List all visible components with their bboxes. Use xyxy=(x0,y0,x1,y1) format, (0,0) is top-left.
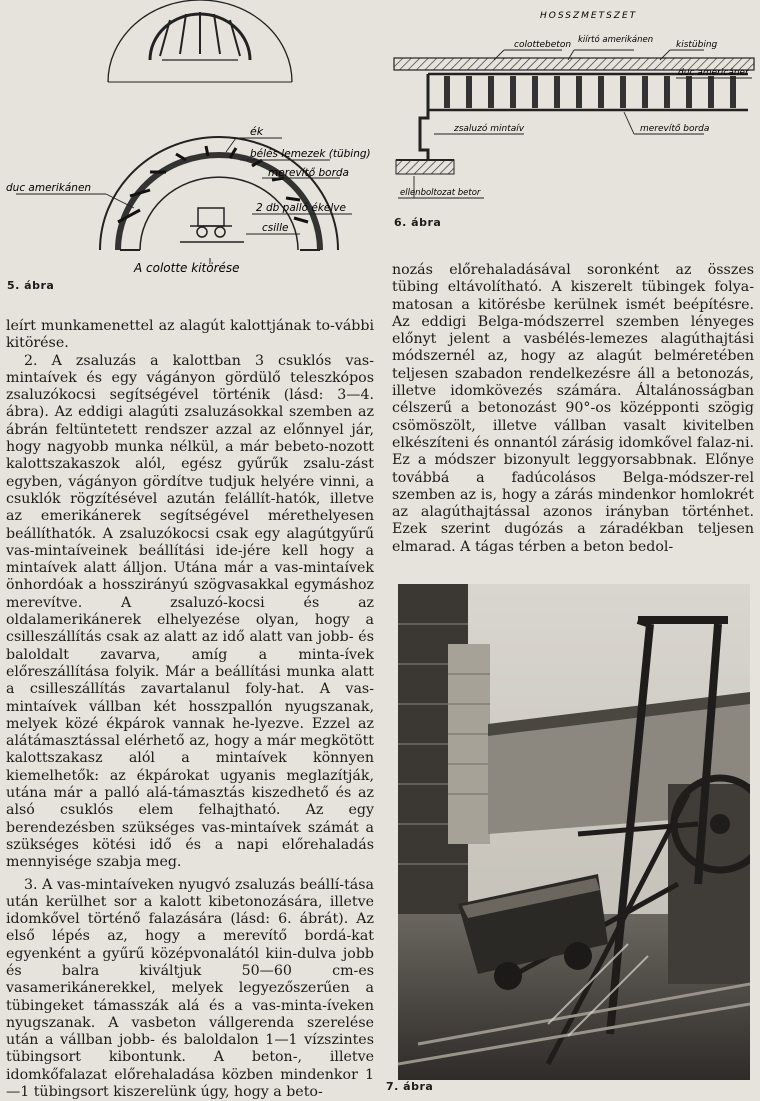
paragraph-3: 3. A vas-mintaíveken nyugvó zsaluzás beállí-tása után kerülhet sor a kalott kibetonozására, illetve idomkővel történő falazására (lásd: 6. ábrát). Az első lépés az, hogy a merevítő bordá-kat egyenként a gyűrű középvonalától kiin-dulva jobb és balra kiváltjuk 50—60 cm-es vasamerikánerekkel, melyek legyezőszerűen a tübingeket támasszák alá és a vas-minta-íveken nyugszanak. A vasbeton vállgerenda szerelése után a vállban jobb- és baloldalon 1—1 vízszintes tübingsort kibontunk. A beton-, illetve idomkőfalazat előrehaladása közben mindenkor 1—1 tübingsort kiszerelünk úgy, hogy a beto- xyxy=(6,877,374,1101)
label-merevito-borda: merevítő borda xyxy=(268,167,349,179)
label-merevito-borda-6: merevítő borda xyxy=(640,124,709,134)
figure-5-caption: 5. ábra xyxy=(7,279,54,292)
label-zsaluzo-mintaiv: zsaluzó mintaív xyxy=(453,123,525,134)
paragraph-4: nozás előrehaladásával soronként az összes tübing eltávolítható. A kiszerelt tübingek folya-matosan a kitörésbe kerülnek ismét beépítésre. Az eddigi Belga-módszerrel szemben lényeges előnyt jelent a vasbélés-lemezes alagúthajtási módszernél az, hogy az alagút belméretében teljesen szabadon rendelkezésre áll a betonozás, illetve idomkövezés számára. Általánosságban célszerű a betonozást 90°-os középponti szögig csömöszölt, illetve vállban vasalt kivitelben elkészíteni és onnantól zárásig idomkővel falaz-ni. Ez a módszer bizonyult leggyorsabbnak. Előnye továbbá a fadúcolásos Belga-módszer-rel szemben az is, hogy a zárás mindenkor homlokrét az alagúthajtással azonos irányban történhet. Ezek szerint dugózás a záradékban teljesen elmarad. A tágas térben a beton bedol- xyxy=(392,262,754,556)
figure-5-drawing xyxy=(0,0,380,280)
figure-5-title: A colotte kitörése xyxy=(133,261,240,275)
label-pallo-ekelve: 2 db palló ékelve xyxy=(256,202,346,214)
label-colottebeton: colottebeton xyxy=(514,40,571,50)
label-ellenboltozat: ellenboltozat betor xyxy=(400,188,481,198)
label-duc-americaner: duc americáner xyxy=(678,68,750,78)
figure-6-caption: 6. ábra xyxy=(394,216,441,229)
figure-7-caption: 7. ábra xyxy=(386,1080,433,1093)
top-arch-sketch xyxy=(108,0,292,82)
figure-6-drawing xyxy=(384,0,760,220)
label-csille: csille xyxy=(262,222,288,234)
label-ek: ék xyxy=(250,125,264,138)
right-column xyxy=(392,262,754,556)
label-beles-lemezek: bélés lemezek (tübing) xyxy=(250,148,371,160)
label-kiirto-amerikanen: kiírtó amerikánen xyxy=(578,34,653,45)
label-duc-amerikanen: duc amerikánen xyxy=(6,182,91,194)
left-column xyxy=(6,318,374,1101)
paragraph-1: leírt munkamenettel az alagút kalottjának to-vábbi kitörése. xyxy=(6,318,374,353)
label-kistubing: kistübing xyxy=(676,40,718,50)
figure-6-title: HOSSZMETSZET xyxy=(540,11,637,21)
figure-7-photo xyxy=(398,584,750,1080)
paragraph-2: 2. A zsaluzás a kalottban 3 csuklós vas-mintaívek és egy vágányon gördülő teleszkópos zsaluzókocsi segítségével történik (lásd: 3—4. ábra). Az eddigi alagúti zsaluzásokkal szemben az ábrán feltüntetett rendszer azzal az előnnyel jár, hogy nagyobb munka nélkül, a már bebeto-nozott kalottszakaszok alól, egész gyűrűk zsalu-zást egyben, vágányon gördítve tudjuk helyére vinni, a csuklók rögzítésével azután felállít-hatók, illetve az emerikánerek segítségével mérethelyesen beállíthatók. A zsaluzókocsi csak egy alagútgyűrű vas-mintaíveinek beállítási ide-jére kell hogy a mintaívek alatt álljon. Utána már a vas-mintaívek önhordóak a hosszirányú szögvasakkal egymáshoz merevítve. A zsaluzó-kocsi és az oldalamerikánerek elhelyezése olyan, hogy a csilleszállítás csak az alatt az idő alatt van jobb- és baloldalt zavarva, amíg a minta-ívek előreszállítása folyik. Már a beállítási munka alatt a csilleszállítás zavartalanul foly-hat. A vas-mintaívek vállban két hosszpallón nyugszanak, melyek közé ékpárok vannak he-lyezve. Ezzel az alátámasztással elérhető az, hogy a már megkötött kalottszakasz alól a mintaívek könnyen kiemelhetők: az ékpárokat ugyanis meglazítják, utána már a palló alá-támasztás kiszedhető és az alsó csuklós elem felhajtható. Az egy berendezésben szükséges vas-mintaívek számát a szükséges kötési idő és a napi előrehaladás mennyisége szabja meg. xyxy=(6,353,374,872)
